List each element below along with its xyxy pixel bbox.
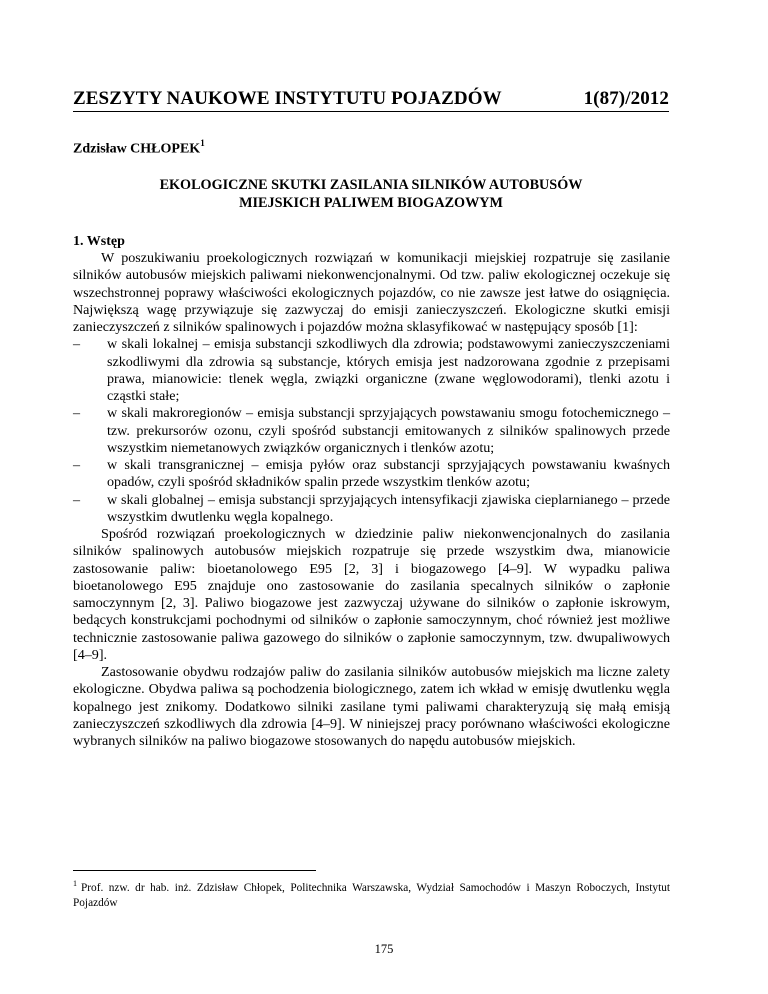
footnote-text: Prof. nzw. dr hab. inż. Zdzisław Chłopek, Politechnika Warszawska, Wydział Samochodów i Maszyn Roboczych, Instytut Pojazdów: [73, 881, 670, 909]
footnote-divider: [73, 870, 316, 871]
paragraph-3: Zastosowanie obydwu rodzajów paliw do zasilania silników autobusów miejskich ma liczne zalety ekologiczne. Obydwa paliwa są pochodzenia biologicznego, zatem ich wkład w emisję dwutlenku węgla kopalnego jest znikomy. Dodatkowo silniki zasilane tymi paliwami charakteryzują się małą emisją zanieczyszczeń szkodliwych dla zdrowia [4–9]. W niniejszej pracy porównano właściwości ekologiczne wybranych silników na paliwo biogazowe stosowanych do napędu autobusów miejskich.: [73, 664, 670, 749]
list-item-text: w skali lokalnej – emisja substancji szkodliwych dla zdrowia; podstawowymi zanieczyszczeniami szkodliwymi dla zdrowia są substancje, których emisja jest nadzorowana zgodnie z przepisami prawa, mianowicie: tlenek węgla, związki organiczne (zwane węglowodorami), tlenki azotu i cząstki stałe;: [107, 336, 670, 404]
classification-list: [73, 336, 670, 526]
author-name: Zdzisław CHŁOPEK: [73, 141, 201, 157]
page-number: 175: [374, 942, 394, 956]
journal-name: ZESZYTY NAUKOWE INSTYTUTU POJAZDÓW: [73, 88, 502, 109]
section-heading: 1. Wstęp: [73, 234, 125, 249]
paragraph-2: Spośród rozwiązań proekologicznych w dziedzinie paliw niekonwencjonalnych do zasilania silników spalinowych autobusów miejskich rozpatruje się przede wszystkim dwa, mianowicie zastosowanie paliw: bioetanolowego E95 [2, 3] i biogazowego [4–9]. W wypadku paliwa bioetanolowego E95 znajduje ono zastosowanie do zasilania specalnych silników o zapłonie samoczynnym [2, 3]. Paliwo biogazowe jest zazwyczaj używane do silników o zapłonie iskrowym, bedących konstrukcjami pochodnymi od silników o zapłonie samoczynnym, choć również jest możliwe technicznie zastosowanie paliwa gazowego do silników o zapłonie samoczynnym, tzw. dwupaliwowych [4–9].: [73, 526, 670, 663]
list-item: [73, 405, 670, 457]
list-marker: –: [73, 491, 81, 508]
list-marker: –: [73, 336, 81, 353]
list-item-text: w skali globalnej – emisja substancji sprzyjających intensyfikacji zjawiska cieplarnianego – przede wszystkim dwutlenku węgla kopalnego.: [107, 491, 670, 525]
title-line-1: EKOLOGICZNE SKUTKI ZASILANIA SILNIKÓW AUTOBUSÓW: [159, 177, 583, 193]
list-item-text: w skali transgranicznej – emisja pyłów oraz substancji sprzyjających powstawaniu kwaśnych opadów, czyli spośród składników spalin przede wszystkim tlenków azotu;: [107, 457, 670, 491]
author-footnote-mark[interactable]: 1: [200, 138, 205, 148]
list-item: [73, 336, 670, 405]
intro-paragraph: W poszukiwaniu proekologicznych rozwiązań w komunikacji miejskiej rozpatruje się zasilanie silników autobusów miejskich paliwami niekonwencjonalnymi. Od tzw. paliw ekologicznej oczekuje się wszechstronnej poprawy właściwości ekologicznych pojazdów, co nie zawsze jest łatwe do osiągnięcia. Największą wagę przywiązuje się zazwyczaj do emisji zanieczyszczeń. Ekologiczne skutki emisji zanieczyszczeń z silników spalinowych i pojazdów można sklasyfikować w następujący sposób [1]:: [73, 250, 670, 335]
journal-header: [73, 88, 669, 112]
list-item-text: w skali makroregionów – emisja substancji sprzyjających powstawaniu smogu fotochemicznego – tzw. prekursorów ozonu, czyli spośród substancji emitowanych z silników spalinowych przede wszystkim niemetanowych związków organicznych i tlenków azotu;: [107, 405, 670, 456]
footnote: [73, 876, 670, 911]
author-line: [73, 139, 205, 158]
paper-title: [73, 176, 669, 212]
list-item: [73, 492, 670, 527]
body-text: [73, 250, 670, 750]
list-marker: –: [73, 457, 81, 473]
footnote-mark: 1: [73, 879, 77, 888]
title-line-2: MIEJSKICH PALIWEM BIOGAZOWYM: [239, 195, 503, 211]
list-marker: –: [73, 405, 81, 422]
list-item: [73, 457, 670, 492]
journal-issue: 1(87)/2012: [583, 88, 669, 109]
